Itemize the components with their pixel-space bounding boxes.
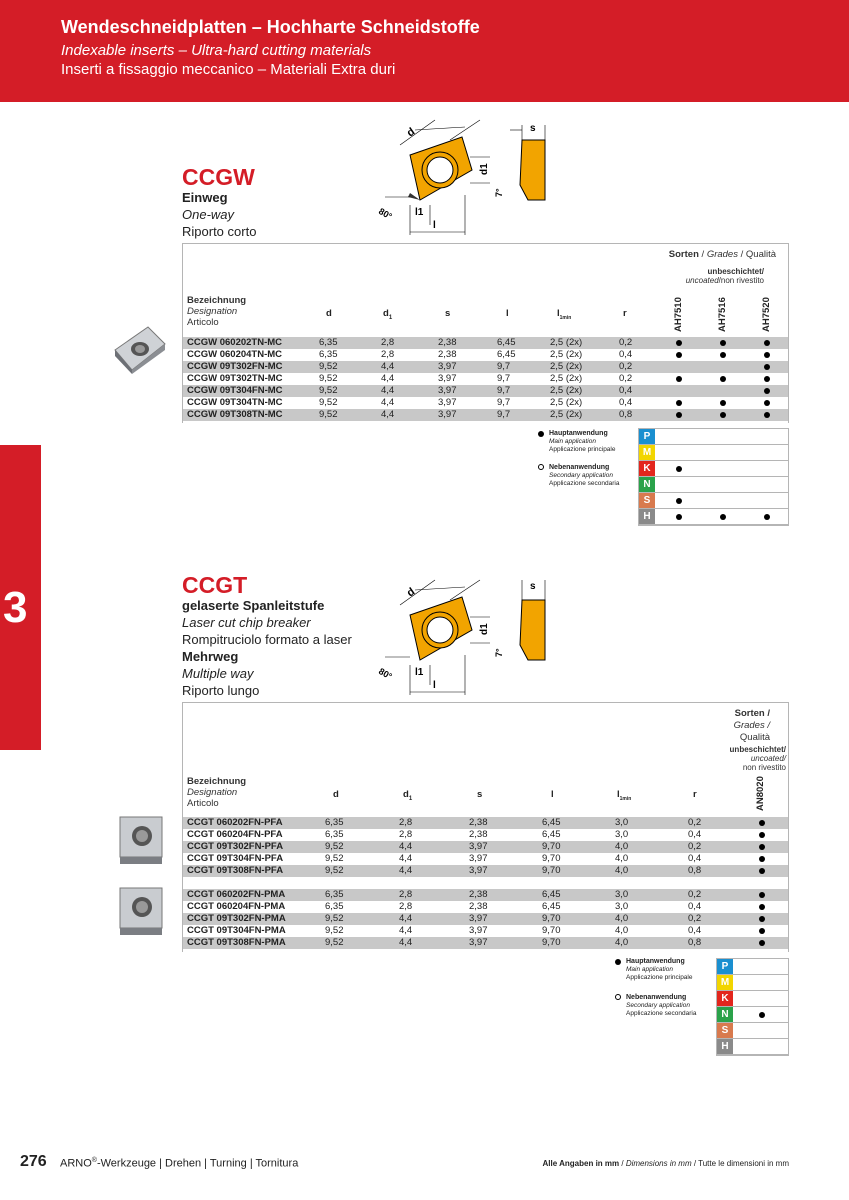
cell-l: 9,7 (497, 385, 511, 396)
ccgt-col-r: r (693, 789, 697, 800)
iso-row-p (717, 959, 788, 975)
cell-l1: 3,0 (615, 901, 629, 912)
svg-text:7°: 7° (494, 648, 504, 657)
iso-label-n: N (639, 477, 655, 492)
ccgw-col-d1: $d_1$ (383, 308, 393, 321)
iso-label-p: P (717, 959, 733, 974)
cell-d1: 4,4 (399, 841, 413, 852)
ccgt-col-s: s (477, 789, 483, 800)
application-dot-icon (764, 514, 770, 520)
svg-text:d: d (404, 585, 418, 600)
application-dot-icon (676, 498, 682, 504)
cell-d: 6,35 (319, 349, 338, 360)
iso-row-n (639, 477, 788, 493)
svg-text:80°: 80° (377, 666, 394, 682)
iso-label-p: P (639, 429, 655, 444)
secondary-application-circle-icon (538, 464, 544, 470)
table-row (183, 337, 788, 349)
cell-l1: 4,0 (615, 925, 629, 936)
cell-s: 3,97 (469, 937, 488, 948)
cell-des: CCGT 09T308FN-PFA (187, 865, 284, 876)
cell-l1: 3,0 (615, 829, 629, 840)
ccgt-legend-main: Hauptanwendung Main application Applicazione principale (626, 958, 693, 981)
main-application-dot-icon (615, 959, 621, 965)
ccgt-sub-way-en: Multiple way (182, 666, 254, 681)
chapter-tab (0, 445, 41, 750)
iso-row-n (717, 1007, 788, 1023)
application-dot-icon (759, 916, 765, 922)
cell-s: 3,97 (469, 841, 488, 852)
cell-des: CCGW 060202TN-MC (187, 337, 283, 348)
table-row (183, 361, 788, 373)
cell-des: CCGW 09T304FN-MC (187, 385, 283, 396)
ccgt-subtitle (182, 597, 352, 699)
svg-text:l: l (433, 220, 436, 231)
ccgt-pma-insert-photo (112, 883, 168, 939)
cell-l1: 2,5 (2x) (550, 385, 583, 396)
cell-l: 6,45 (497, 349, 516, 360)
cell-d1: 4,4 (399, 865, 413, 876)
ccgt-sub-way-it: Riporto lungo (182, 683, 260, 698)
ccgt-iso-table (716, 958, 789, 1056)
application-dot-icon (676, 412, 682, 418)
application-dot-icon (676, 400, 682, 406)
cell-l: 6,45 (542, 901, 561, 912)
application-dot-icon (759, 832, 765, 838)
cell-s: 3,97 (469, 913, 488, 924)
ccgt-title: CCGT (182, 572, 248, 598)
cell-l1: 3,0 (615, 817, 629, 828)
cell-des: CCGT 09T304FN-PMA (187, 925, 286, 936)
cell-l: 9,70 (542, 853, 561, 864)
svg-text:d1: d1 (479, 163, 490, 175)
application-dot-icon (720, 400, 726, 406)
cell-d: 6,35 (325, 829, 344, 840)
table-row (183, 385, 788, 397)
ccgw-col-l1min: $l_{1min}$ (557, 308, 572, 321)
cell-l1: 2,5 (2x) (550, 337, 583, 348)
cell-l1: 2,5 (2x) (550, 349, 583, 360)
ccgw-subtitle (182, 189, 256, 240)
cell-des: CCGW 060204TN-MC (187, 349, 283, 360)
iso-label-s: S (717, 1023, 733, 1038)
application-dot-icon (764, 376, 770, 382)
ccgw-grade-3: AH7520 (761, 297, 772, 332)
footer-units-note: Alle Angaben in mm / Dimensions in mm / Tutte le dimensioni in mm (542, 1159, 789, 1168)
application-dot-icon (759, 856, 765, 862)
ccgw-sub-it: Riporto corto (182, 224, 257, 239)
ccgt-insert-diagram (370, 575, 570, 700)
ccgt-table (182, 702, 789, 952)
iso-row-m (717, 975, 788, 991)
cell-l: 9,70 (542, 913, 561, 924)
cell-d1: 4,4 (399, 853, 413, 864)
cell-s: 3,97 (469, 925, 488, 936)
iso-label-k: K (717, 991, 733, 1006)
page-number: 276 (20, 1153, 47, 1170)
table-row (183, 817, 788, 829)
cell-des: CCGT 060204FN-PFA (187, 829, 283, 840)
ccgt-sub-way-de: Mehrweg (182, 649, 239, 664)
table-row (183, 925, 788, 937)
svg-text:l: l (433, 680, 436, 691)
ccgw-grade-2: AH7516 (717, 297, 728, 332)
cell-d1: 4,4 (381, 409, 395, 420)
application-dot-icon (720, 340, 726, 346)
application-dot-icon (720, 514, 726, 520)
cell-d: 9,52 (319, 373, 338, 384)
cell-r: 0,8 (688, 937, 702, 948)
table-row (183, 889, 788, 901)
ccgt-col-d: d (333, 789, 339, 800)
table-row (183, 901, 788, 913)
ccgt-grade-1: AN8020 (755, 776, 766, 811)
cell-l: 9,7 (497, 361, 511, 372)
cell-l1: 2,5 (2x) (550, 373, 583, 384)
cell-l: 6,45 (542, 889, 561, 900)
cell-r: 0,4 (619, 397, 633, 408)
ccgw-designation-header: Bezeichnung Designation Articolo (187, 295, 247, 328)
cell-d1: 2,8 (381, 337, 395, 348)
cell-l1: 2,5 (2x) (550, 361, 583, 372)
application-dot-icon (759, 940, 765, 946)
cell-r: 0,8 (688, 865, 702, 876)
table-row (183, 937, 788, 949)
application-dot-icon (720, 376, 726, 382)
application-dot-icon (764, 364, 770, 370)
cell-r: 0,2 (619, 373, 633, 384)
cell-l1: 4,0 (615, 841, 629, 852)
cell-d1: 4,4 (399, 925, 413, 936)
application-dot-icon (676, 514, 682, 520)
cell-l: 9,7 (497, 373, 511, 384)
ccgw-grade-1: AH7510 (673, 297, 684, 332)
ccgw-col-d: d (326, 308, 332, 319)
iso-row-k (717, 991, 788, 1007)
cell-r: 0,2 (688, 841, 702, 852)
table-row (183, 409, 788, 421)
cell-s: 3,97 (438, 409, 457, 420)
svg-text:s: s (530, 581, 536, 592)
cell-l1: 4,0 (615, 865, 629, 876)
cell-d1: 2,8 (399, 889, 413, 900)
cell-r: 0,4 (619, 385, 633, 396)
ccgt-col-l: l (551, 789, 554, 800)
application-dot-icon (764, 412, 770, 418)
cell-d1: 2,8 (381, 349, 395, 360)
table-row (183, 397, 788, 409)
application-dot-icon (759, 844, 765, 850)
cell-s: 3,97 (438, 361, 457, 372)
cell-l: 9,70 (542, 937, 561, 948)
svg-text:l1: l1 (415, 207, 424, 218)
chapter-number: 3 (3, 583, 28, 632)
cell-des: CCGT 060202FN-PMA (187, 889, 286, 900)
ccgt-designation-header: Bezeichnung Designation Articolo (187, 776, 247, 809)
cell-des: CCGT 09T302FN-PMA (187, 913, 286, 924)
cell-d1: 4,4 (381, 361, 395, 372)
cell-r: 0,2 (688, 817, 702, 828)
footer-brand: ARNO®-Werkzeuge | Drehen | Turning | Tornitura (60, 1157, 299, 1170)
cell-l1: 4,0 (615, 913, 629, 924)
cell-des: CCGW 09T304TN-MC (187, 397, 283, 408)
ccgw-legend-main: Hauptanwendung Main application Applicazione principale (549, 430, 616, 453)
svg-text:7°: 7° (494, 188, 504, 197)
header-title: Wendeschneidplatten – Hochharte Schneidstoffe (61, 17, 480, 37)
cell-d: 9,52 (325, 925, 344, 936)
cell-d: 6,35 (319, 337, 338, 348)
cell-l: 6,45 (542, 817, 561, 828)
application-dot-icon (759, 820, 765, 826)
ccgw-col-l: l (506, 308, 509, 319)
cell-s: 2,38 (438, 337, 457, 348)
iso-label-m: M (717, 975, 733, 990)
application-dot-icon (764, 340, 770, 346)
ccgw-sub-en: One-way (182, 207, 235, 222)
application-dot-icon (759, 868, 765, 874)
table-row (183, 865, 788, 877)
ccgw-col-s: s (445, 308, 451, 319)
cell-d: 9,52 (325, 865, 344, 876)
application-dot-icon (764, 352, 770, 358)
ccgw-legend-secondary: Nebenanwendung Secondary application Applicazione secondaria (549, 464, 620, 487)
cell-d1: 4,4 (399, 937, 413, 948)
cell-s: 3,97 (438, 397, 457, 408)
application-dot-icon (759, 1012, 765, 1018)
application-dot-icon (764, 400, 770, 406)
ccgt-sub-it: Rompitruciolo formato a laser (182, 632, 352, 647)
iso-label-m: M (639, 445, 655, 460)
cell-d1: 4,4 (399, 913, 413, 924)
cell-r: 0,2 (619, 361, 633, 372)
iso-row-h (639, 509, 788, 525)
iso-row-m (639, 445, 788, 461)
iso-label-h: H (639, 509, 655, 524)
ccgw-col-r: r (623, 308, 627, 319)
cell-des: CCGW 09T308TN-MC (187, 409, 283, 420)
cell-s: 3,97 (438, 385, 457, 396)
ccgw-uncoated-label: unbeschichtet/ uncoated/non rivestito (685, 267, 764, 285)
cell-d1: 4,4 (381, 397, 395, 408)
cell-des: CCGT 09T304FN-PFA (187, 853, 284, 864)
ccgt-col-d1: $d_1$ (403, 789, 413, 802)
cell-r: 0,2 (619, 337, 633, 348)
cell-s: 2,38 (469, 817, 488, 828)
header-subtitle-en: Indexable inserts – Ultra-hard cutting materials (61, 42, 372, 59)
main-application-dot-icon (538, 431, 544, 437)
cell-r: 0,4 (688, 925, 702, 936)
ccgw-insert-diagram (370, 115, 570, 240)
cell-r: 0,2 (688, 889, 702, 900)
cell-s: 3,97 (469, 853, 488, 864)
table-row (183, 829, 788, 841)
iso-label-n: N (717, 1007, 733, 1022)
cell-s: 2,38 (469, 829, 488, 840)
ccgt-pfa-insert-photo (112, 812, 168, 868)
ccgw-iso-table (638, 428, 789, 526)
cell-l: 6,45 (542, 829, 561, 840)
table-row (183, 853, 788, 865)
cell-s: 2,38 (438, 349, 457, 360)
cell-d: 9,52 (325, 937, 344, 948)
iso-label-s: S (639, 493, 655, 508)
ccgw-sub-de: Einweg (182, 190, 228, 205)
iso-label-k: K (639, 461, 655, 476)
cell-d1: 2,8 (399, 829, 413, 840)
application-dot-icon (676, 352, 682, 358)
cell-s: 3,97 (438, 373, 457, 384)
cell-d: 9,52 (319, 397, 338, 408)
cell-d: 9,52 (325, 853, 344, 864)
cell-d: 6,35 (325, 817, 344, 828)
cell-des: CCGT 09T302FN-PFA (187, 841, 284, 852)
application-dot-icon (720, 412, 726, 418)
iso-label-h: H (717, 1039, 733, 1054)
cell-d: 9,52 (325, 841, 344, 852)
cell-r: 0,4 (688, 853, 702, 864)
svg-text:d: d (404, 125, 418, 140)
application-dot-icon (759, 892, 765, 898)
ccgt-uncoated-label: unbeschichtet/ uncoated/ non rivestito (729, 745, 786, 772)
cell-l: 9,70 (542, 865, 561, 876)
page-header (0, 0, 849, 102)
cell-s: 3,97 (469, 865, 488, 876)
cell-l1: 2,5 (2x) (550, 397, 583, 408)
header-subtitle-it: Inserti a fissaggio meccanico – Materiali Extra duri (61, 61, 396, 78)
cell-l1: 3,0 (615, 889, 629, 900)
cell-d: 9,52 (319, 361, 338, 372)
ccgw-insert-photo (110, 322, 168, 374)
svg-text:d1: d1 (479, 623, 490, 635)
application-dot-icon (759, 904, 765, 910)
cell-s: 2,38 (469, 889, 488, 900)
cell-des: CCGW 09T302FN-MC (187, 361, 283, 372)
cell-l: 9,70 (542, 841, 561, 852)
ccgt-grades-header: Sorten / Grades / Qualità (733, 708, 770, 743)
application-dot-icon (676, 466, 682, 472)
cell-d1: 4,4 (381, 385, 395, 396)
cell-d: 9,52 (319, 385, 338, 396)
cell-des: CCGT 09T308FN-PMA (187, 937, 286, 948)
cell-d: 9,52 (319, 409, 338, 420)
iso-row-k (639, 461, 788, 477)
secondary-application-circle-icon (615, 994, 621, 1000)
ccgt-sub-en: Laser cut chip breaker (182, 615, 311, 630)
cell-l: 9,70 (542, 925, 561, 936)
cell-r: 0,4 (688, 901, 702, 912)
cell-r: 0,4 (688, 829, 702, 840)
ccgw-grades-header: Sorten / Grades / Qualità (668, 249, 776, 260)
iso-row-s (717, 1023, 788, 1039)
cell-l1: 2,5 (2x) (550, 409, 583, 420)
cell-d: 6,35 (325, 901, 344, 912)
cell-r: 0,8 (619, 409, 633, 420)
svg-text:s: s (530, 123, 536, 134)
cell-d1: 4,4 (381, 373, 395, 384)
ccgw-table (182, 243, 789, 423)
cell-des: CCGT 060202FN-PFA (187, 817, 283, 828)
ccgw-title: CCGW (182, 164, 255, 190)
svg-text:80°: 80° (377, 206, 394, 222)
iso-row-h (717, 1039, 788, 1055)
ccgt-sub-de: gelaserte Spanleitstufe (182, 598, 325, 613)
cell-d1: 2,8 (399, 901, 413, 912)
table-row (183, 841, 788, 853)
application-dot-icon (676, 340, 682, 346)
svg-text:l1: l1 (415, 667, 424, 678)
application-dot-icon (676, 376, 682, 382)
application-dot-icon (759, 928, 765, 934)
ccgt-col-l1min: $l_{1min}$ (617, 789, 632, 802)
ccgt-legend-secondary: Nebenanwendung Secondary application Applicazione secondaria (626, 994, 697, 1017)
cell-d1: 2,8 (399, 817, 413, 828)
iso-row-p (639, 429, 788, 445)
application-dot-icon (764, 388, 770, 394)
iso-row-s (639, 493, 788, 509)
table-row (183, 913, 788, 925)
cell-s: 2,38 (469, 901, 488, 912)
cell-des: CCGW 09T302TN-MC (187, 373, 283, 384)
cell-r: 0,4 (619, 349, 633, 360)
cell-l1: 4,0 (615, 937, 629, 948)
cell-des: CCGT 060204FN-PMA (187, 901, 286, 912)
cell-d: 6,35 (325, 889, 344, 900)
cell-l: 9,7 (497, 397, 511, 408)
cell-r: 0,2 (688, 913, 702, 924)
table-row (183, 373, 788, 385)
cell-l: 9,7 (497, 409, 511, 420)
application-dot-icon (720, 352, 726, 358)
cell-d: 9,52 (325, 913, 344, 924)
cell-l1: 4,0 (615, 853, 629, 864)
cell-l: 6,45 (497, 337, 516, 348)
table-row (183, 349, 788, 361)
